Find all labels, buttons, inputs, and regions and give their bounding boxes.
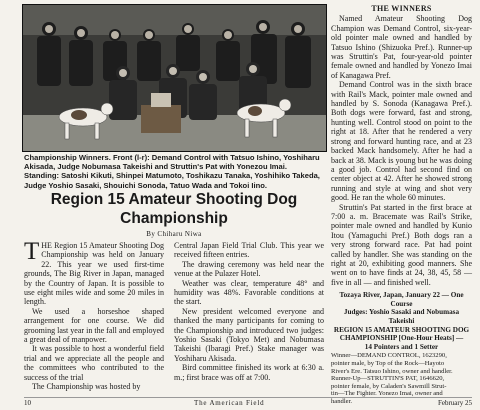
results-line: River's Ere. Tatsuo Ishino, owner and handler. <box>331 367 453 375</box>
results-header <box>331 291 472 351</box>
results-line: pointer female, by Caladen's Sawmill Strut- <box>331 382 447 390</box>
publication-name: The American Field <box>194 399 265 407</box>
results-line: tin—The Fighter. Yonezo Imai, owner and <box>331 390 443 398</box>
results-judges: Judges: Yoshio Sasaki and Nobumasa Takeishi <box>343 308 460 325</box>
paragraph-3: It was possible to host a wonderful field trial and we appreciate all the people and the committees who contributed to the success of the trial <box>24 344 164 382</box>
results-entries: 14 Pointers and 1 Setter <box>364 342 439 351</box>
paragraph-9: Bird committee finished its work at 6:30 a. m.; first brace was off at 7:00. <box>174 363 324 382</box>
drop-cap: T <box>24 238 40 265</box>
photo-caption: Championship Winners. Front (l-r): Demand Control with Tatsuo Ishino, Yoshiharu Akisada, Judge Nobumasa Takeishi and Struttin's Pat with Yonezou Imai. Standing: Satoshi Kikuti, Shinpei Matumoto, Toshikazu Tanaka, Yoshihiko Takeda, Judge Yoshio Sasaki, Shouichi Sonoda, Tatuo Wada and Tokoi Iino. <box>24 153 320 190</box>
results-line: Runner-Up—STRUTTIN'S PAT, 1646620, <box>331 375 445 383</box>
right-text-column <box>331 4 472 406</box>
paragraph-4: The Championship was hosted by <box>32 382 141 392</box>
issue-date: February 25 <box>437 399 472 407</box>
paragraph-8: New president welcomed everyone and thanked the many participants for coming to the Championship and introduced two judges: Yoshio Sasaki (Tokyo Met) and Nobumasa Takeishi (Ibaragi Pref.) Stake manager was Yoshiharu Akisada. <box>174 306 324 363</box>
results-line: Winner—DEMAND CONTROL, 1623290, <box>331 352 447 360</box>
paragraph-6: The drawing ceremony was held near the venue at the Pulazer Hotel. <box>174 259 324 279</box>
article-byline: By Chiharu Niwa <box>146 230 202 238</box>
paragraph-1 <box>24 238 164 307</box>
winners-photo <box>22 4 327 152</box>
results-line: handler. <box>331 397 353 405</box>
paragraph-2: We used a horseshoe shaped arrangement for one course. We did grooming last year in the fall and employed a great deal of manpower. <box>24 306 164 345</box>
results-line: pointer male, by Top of the Rock—Hayoto <box>331 359 445 367</box>
middle-text-column <box>174 241 324 382</box>
results-title-1: REGION 15 AMATEUR SHOOTING DOG <box>333 325 470 334</box>
article-headline: Region 15 Amateur Shooting Dog Championship <box>50 191 298 227</box>
winners-paragraph-3: Struttin's Pat started in the first brace at 7:00 a. m. Bracemate was Rail's Strike, pointer male owned and handled by Kunio Itou (Yamaguchi Pref.) Both dogs ran a very strong forward race. Pat had point called by handler. She was standing on the right at 20, exhibiting good manners. She went on to have finds at 24, 38, 45, 58 — five in all — and finished well. <box>331 202 472 287</box>
paragraph-1-text: HE Region 15 Amateur Shooting Dog Championship was held on January 22. This year we used first-time grounds, The Big River in Japan, managed by the Country of Japan. It is possible to use eight miles wide and some 20 miles in length. <box>24 241 164 307</box>
paragraph-7: Weather was clear, temperature 48° and humidity was 48%. Favorable conditions at the start. <box>174 278 324 307</box>
page-number: 10 <box>24 399 31 407</box>
winners-paragraph-1: Named Amateur Shooting Dog Champion was Demand Control, six-year-old pointer male owned and handled by Tatsuo Ishino (Shizuoka Pref.). Runner-up was Struttin's Pat, four-year-old pointer female owned and handled by Yonezo Imai of Kanagawa Pref. <box>331 14 472 80</box>
winners-heading: THE WINNERS <box>371 4 432 13</box>
winners-paragraph-2: Demand Control was in the sixth brace with Rail's Mack, pointer male owned and handled by S. Sonoda (Kanagawa Pref.). Both dogs were forward, fast and strong, hunting well. Control stood on point to the right at 18. After that he rendered a very strong and forward hunting race, and at 23 backed Mack handsomely. After he had a back at 38. Mack is young but he was doing a good job. Control had second find on center object at 42. After he showed strong running and style at wing and shot very good. He ran the whole 60 minutes. <box>331 80 472 203</box>
results-title-2: CHAMPIONSHIP [One-Hour Heats] — <box>339 334 464 343</box>
left-text-column <box>24 238 164 392</box>
paragraph-5: Central Japan Field Trial Club. This year we received fifteen entries. <box>174 241 324 260</box>
page-footer <box>24 397 472 408</box>
results-location: Tozaya River, Japan, January 22 — One Course <box>339 291 464 308</box>
